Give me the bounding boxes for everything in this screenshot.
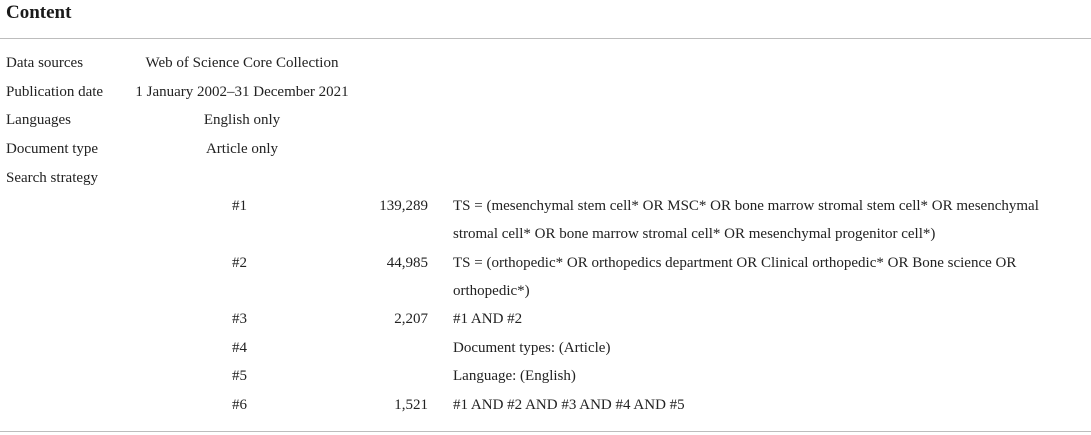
step-id: #4 — [232, 340, 247, 356]
step-query: TS = (orthopedic* OR orthopedics department OR Clinical orthopedic* OR Bone science OR orthopedic*) — [453, 255, 1017, 299]
row-label-data-sources: Data sources — [6, 55, 84, 71]
step-id: #3 — [232, 311, 247, 327]
step-query: TS = (mesenchymal stem cell* OR MSC* OR bone marrow stromal stem cell* OR mesenchymal stromal cell* OR bone marrow stromal cell* OR mesenchymal progenitor cell*) — [453, 198, 1039, 242]
row-value-publication-date: 1 January 2002–31 December 2021 — [135, 84, 349, 100]
step-count: 44,985 — [386, 255, 428, 271]
step-query: Language: (English) — [453, 368, 576, 384]
row-label-document-type: Document type — [6, 141, 99, 157]
row-value-document-type: Article only — [205, 141, 279, 157]
step-id: #2 — [232, 255, 247, 271]
row-value-data-sources: Web of Science Core Collection — [145, 55, 339, 71]
step-count: 139,289 — [379, 198, 428, 214]
step-query: #1 AND #2 AND #3 AND #4 AND #5 — [453, 397, 685, 413]
step-id: #1 — [232, 198, 247, 214]
step-count: 2,207 — [394, 311, 428, 327]
bottom-rule — [0, 431, 1091, 432]
row-value-languages: English only — [203, 112, 281, 128]
top-rule — [0, 38, 1091, 39]
step-id: #5 — [232, 368, 247, 384]
row-label-languages: Languages — [6, 112, 71, 128]
step-query: #1 AND #2 — [453, 311, 523, 327]
table-title: Content — [6, 2, 72, 23]
row-label-search-strategy: Search strategy — [6, 170, 99, 186]
step-count: 1,521 — [394, 397, 428, 413]
step-id: #6 — [232, 397, 247, 413]
row-label-publication-date: Publication date — [6, 84, 104, 100]
step-query: Document types: (Article) — [453, 340, 611, 356]
